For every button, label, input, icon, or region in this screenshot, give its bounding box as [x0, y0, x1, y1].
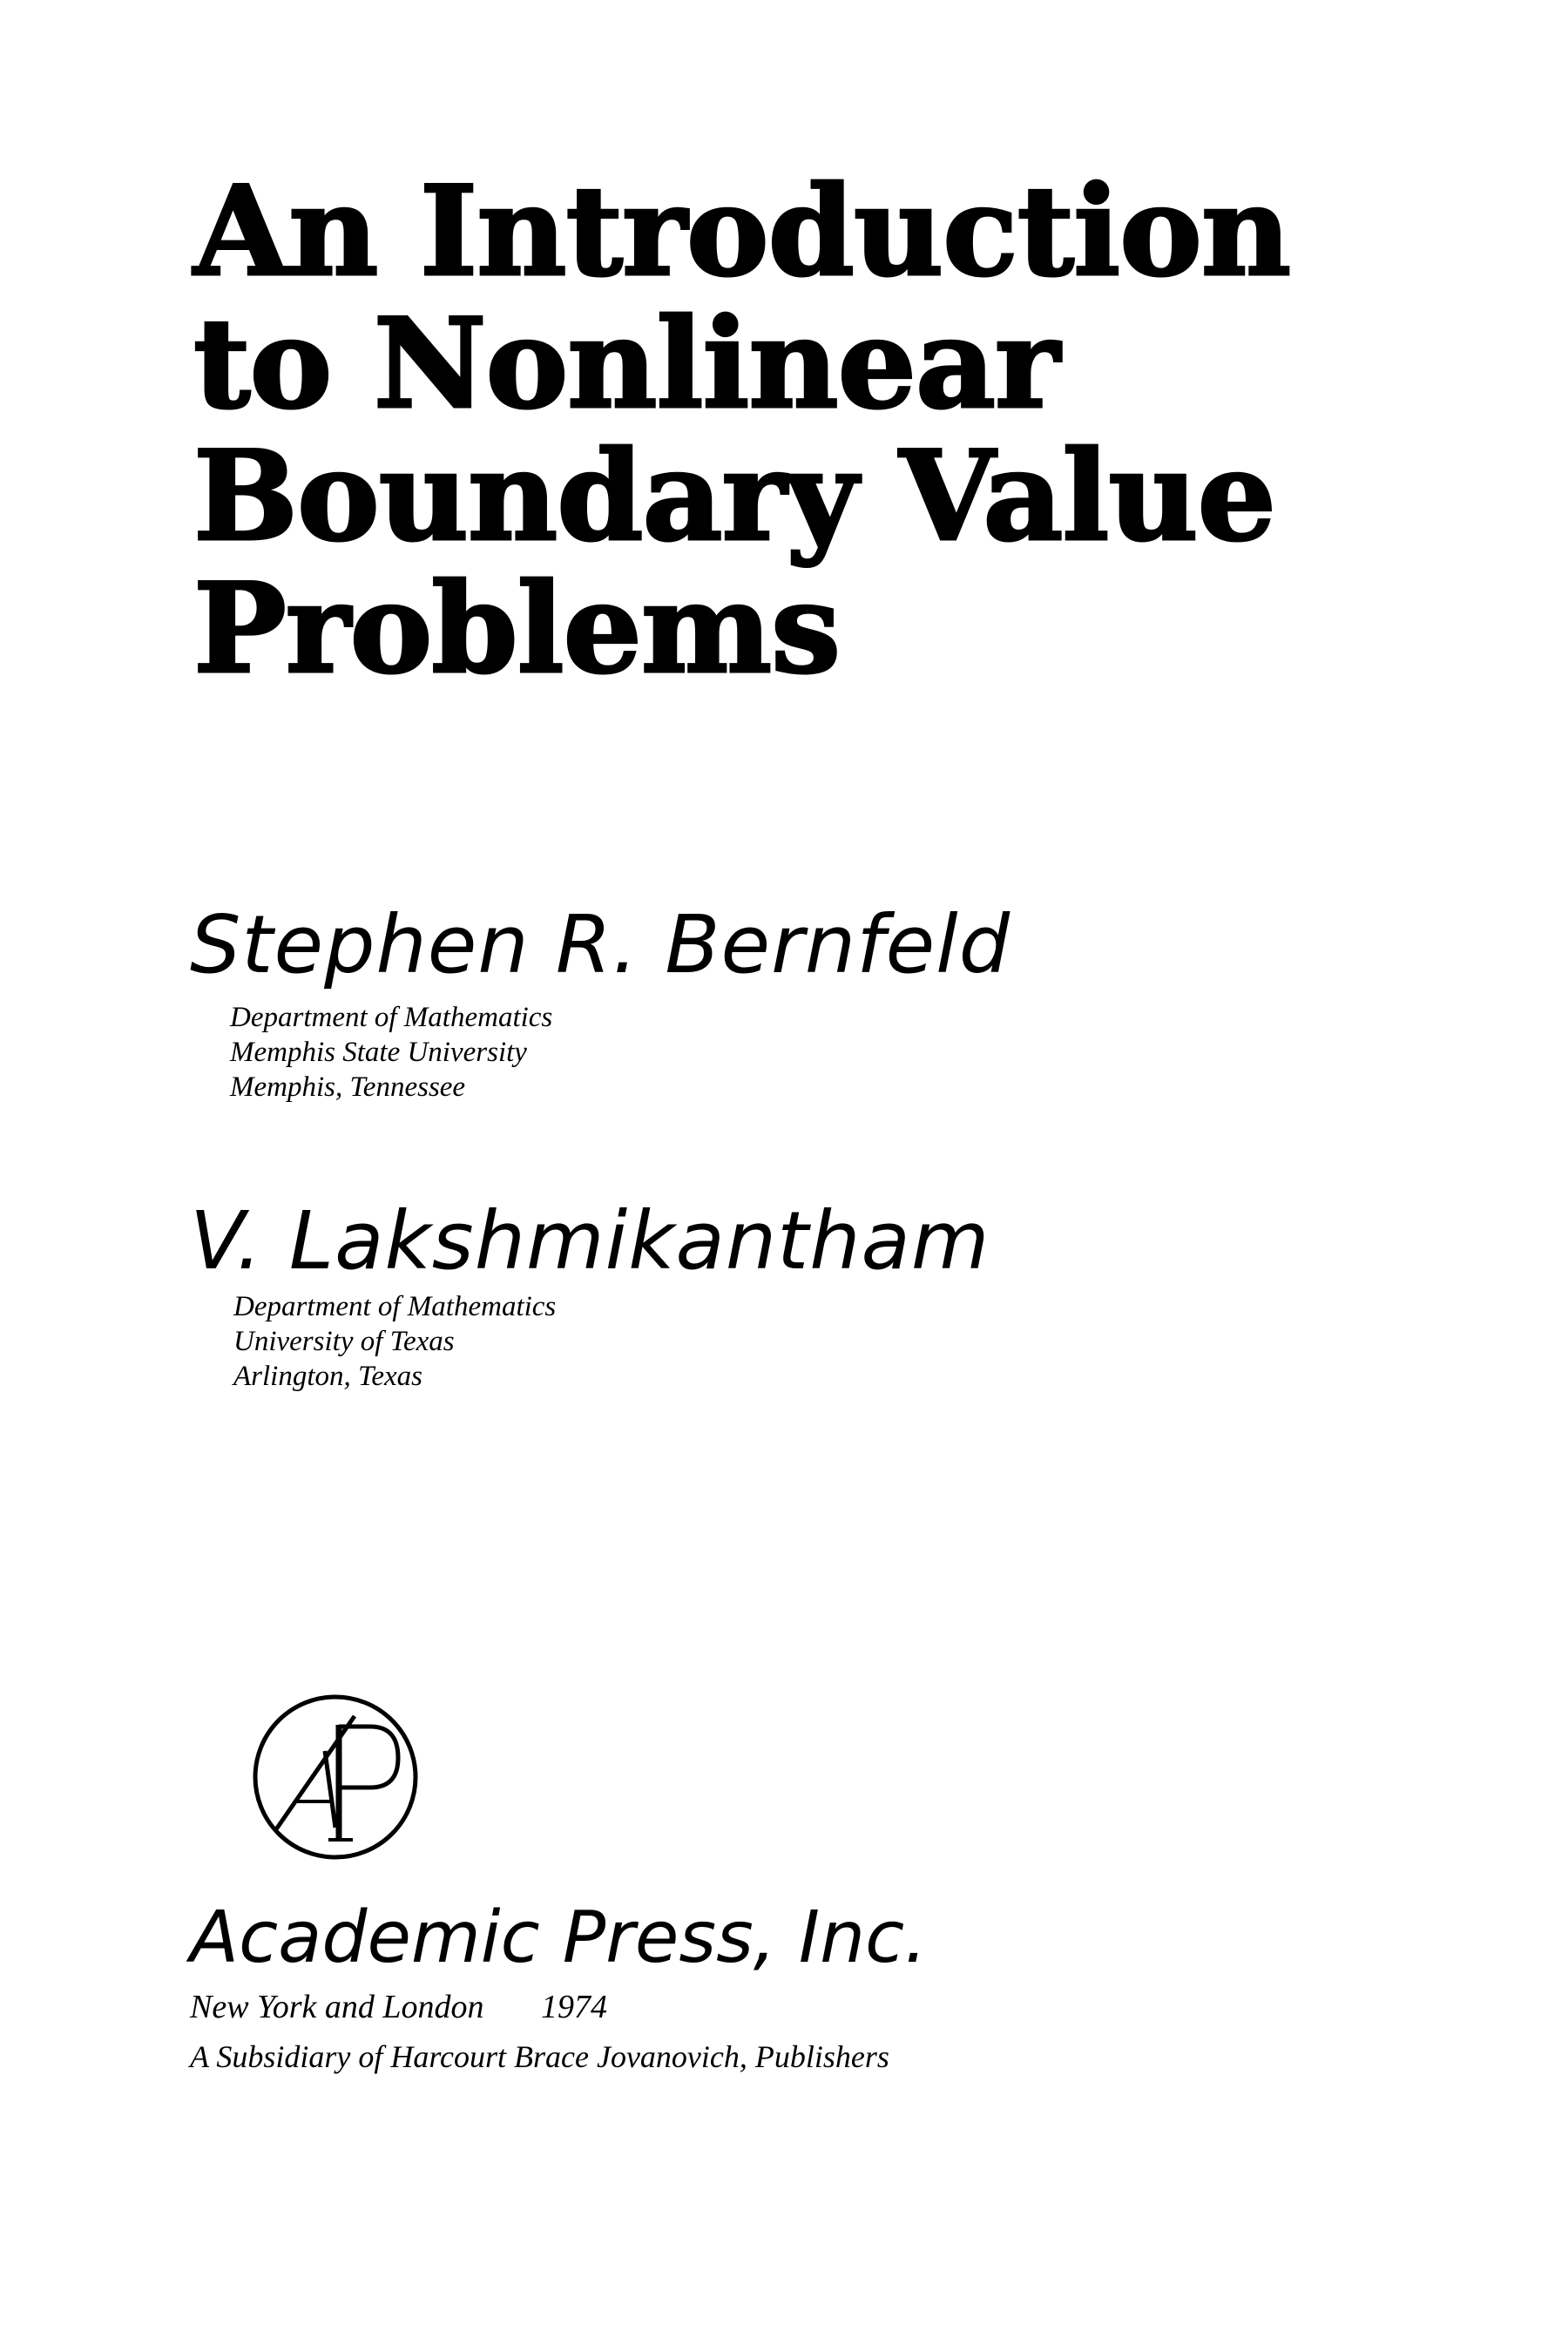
- affiliation-line: University of Texas: [233, 1326, 455, 1357]
- affiliation-line: Department of Mathematics: [230, 1002, 553, 1033]
- publisher-name: Academic Press, Inc.: [190, 1896, 928, 1979]
- author-block: [190, 897, 1409, 1105]
- book-title-line: Boundary Value: [193, 424, 1275, 569]
- author-affiliation: [233, 1289, 1409, 1394]
- author-name: V. Lakshmikantham: [190, 1194, 990, 1288]
- publication-year: 1974: [541, 1989, 607, 2025]
- book-title-line: to Nonlinear: [193, 292, 1059, 436]
- publisher-imprint: [190, 1987, 1409, 2027]
- author-name: Stephen R. Bernfeld: [190, 898, 1011, 991]
- author-affiliation: [230, 1000, 1409, 1105]
- affiliation-line: Memphis State University: [230, 1037, 527, 1068]
- publisher-subsidiary: A Subsidiary of Harcourt Brace Jovanovich, Publishers: [190, 2039, 889, 2074]
- publisher-block: [190, 1895, 1409, 2079]
- book-title: [193, 159, 1413, 701]
- book-title-line: An Introduction: [193, 159, 1291, 304]
- affiliation-line: Memphis, Tennessee: [230, 1071, 466, 1103]
- affiliation-line: Arlington, Texas: [233, 1361, 422, 1392]
- author-block: [190, 1193, 1409, 1394]
- affiliation-line: Department of Mathematics: [233, 1291, 557, 1322]
- academic-press-logo-icon: [248, 1690, 422, 1864]
- publisher-location: New York and London: [190, 1989, 484, 2025]
- book-title-line: Problems: [193, 557, 841, 701]
